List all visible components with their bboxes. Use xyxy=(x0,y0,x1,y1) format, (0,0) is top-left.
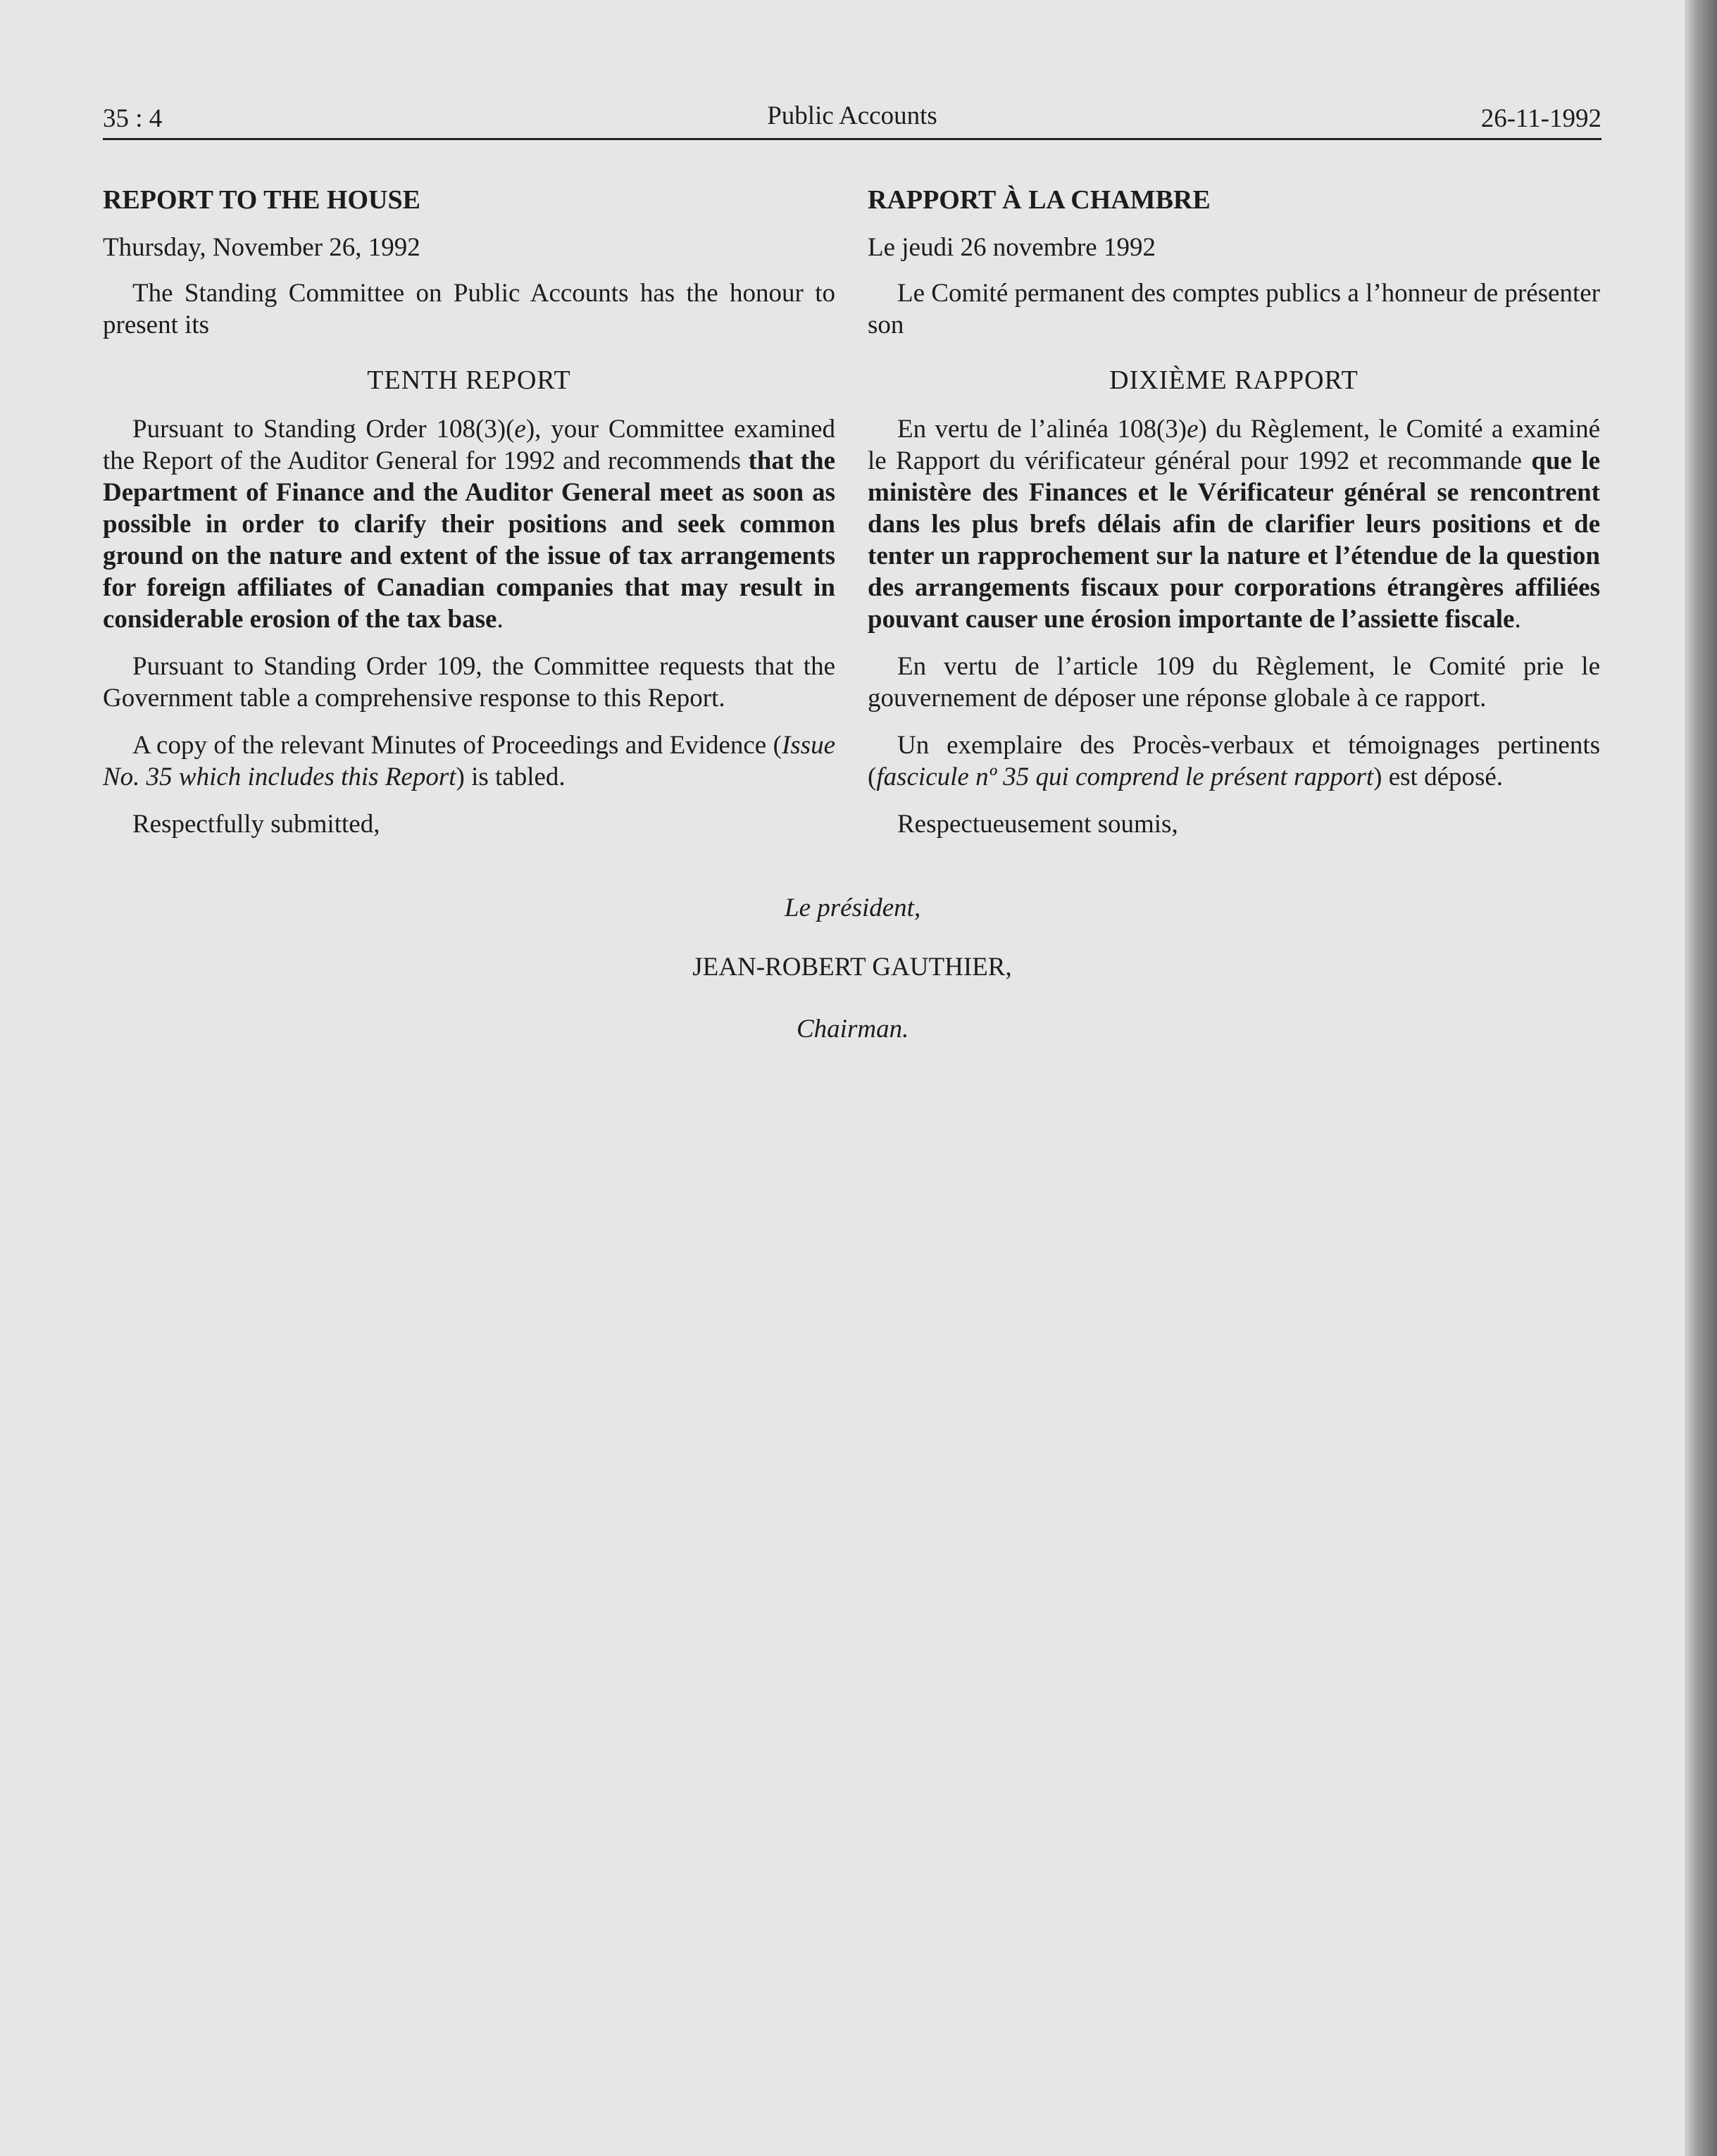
french-heading: RAPPORT À LA CHAMBRE xyxy=(868,185,1211,215)
french-closing: Respectueusement soumis, xyxy=(897,810,1178,839)
french-paragraph-1: En vertu de l’alinéa 108(3)e) du Règlement, le Comité a examiné le Rapport du vérificateur général pour 1992 et recommande que le ministère des Finances et le Vérificateur général se rencontrent dans les plus brefs délais afin de clarifier leurs positions et de tenter un rapprochement sur la nature et l’étendue de la question des arrangements fiscaux pour corporations étrangères affiliées pouvant causer une érosion importante de l’assiette fiscale. xyxy=(868,415,1601,634)
english-date: Thursday, November 26, 1992 xyxy=(103,233,420,262)
page-binding-shadow xyxy=(1685,0,1717,2156)
english-closing: Respectfully submitted, xyxy=(132,810,380,839)
signature-name: JEAN-ROBERT GAUTHIER, xyxy=(692,953,1012,982)
page-header xyxy=(103,97,1602,140)
english-report-title: TENTH REPORT xyxy=(367,365,571,395)
english-column xyxy=(103,184,835,840)
running-title: Public Accounts xyxy=(767,101,937,130)
french-intro: Le Comité permanent des comptes publics a l’honneur de présenter son xyxy=(868,279,1600,339)
english-paragraph-3: A copy of the relevant Minutes of Proceedings and Evidence (Issue No. 35 which includes this Report) is tabled. xyxy=(103,731,835,791)
english-heading: REPORT TO THE HOUSE xyxy=(103,185,420,215)
english-intro: The Standing Committee on Public Accounts has the honour to present its xyxy=(103,279,835,339)
french-column xyxy=(868,184,1600,840)
french-paragraph-2: En vertu de l’article 109 du Règlement, le Comité prie le gouvernement de déposer une réponse globale à ce rapport. xyxy=(868,652,1600,713)
french-report-title: DIXIÈME RAPPORT xyxy=(1109,365,1359,395)
header-date: 26-11-1992 xyxy=(1480,104,1602,133)
page-number: 35 : 4 xyxy=(103,104,163,133)
french-date: Le jeudi 26 novembre 1992 xyxy=(868,233,1156,262)
english-paragraph-2: Pursuant to Standing Order 109, the Committee requests that the Government table a comprehensive response to this Report. xyxy=(103,652,835,713)
french-paragraph-3: Un exemplaire des Procès-verbaux et témoignages pertinents (fascicule nº 35 qui comprend le présent rapport) est déposé. xyxy=(868,731,1600,791)
english-paragraph-1: Pursuant to Standing Order 108(3)(e), your Committee examined the Report of the Auditor General for 1992 and recommends that the Department of Finance and the Auditor General meet as soon as possible in order to clarify their positions and seek common ground on the nature and extent of the issue of tax arrangements for foreign affiliates of Canadian companies that may result in considerable erosion of the tax base. xyxy=(103,415,836,634)
